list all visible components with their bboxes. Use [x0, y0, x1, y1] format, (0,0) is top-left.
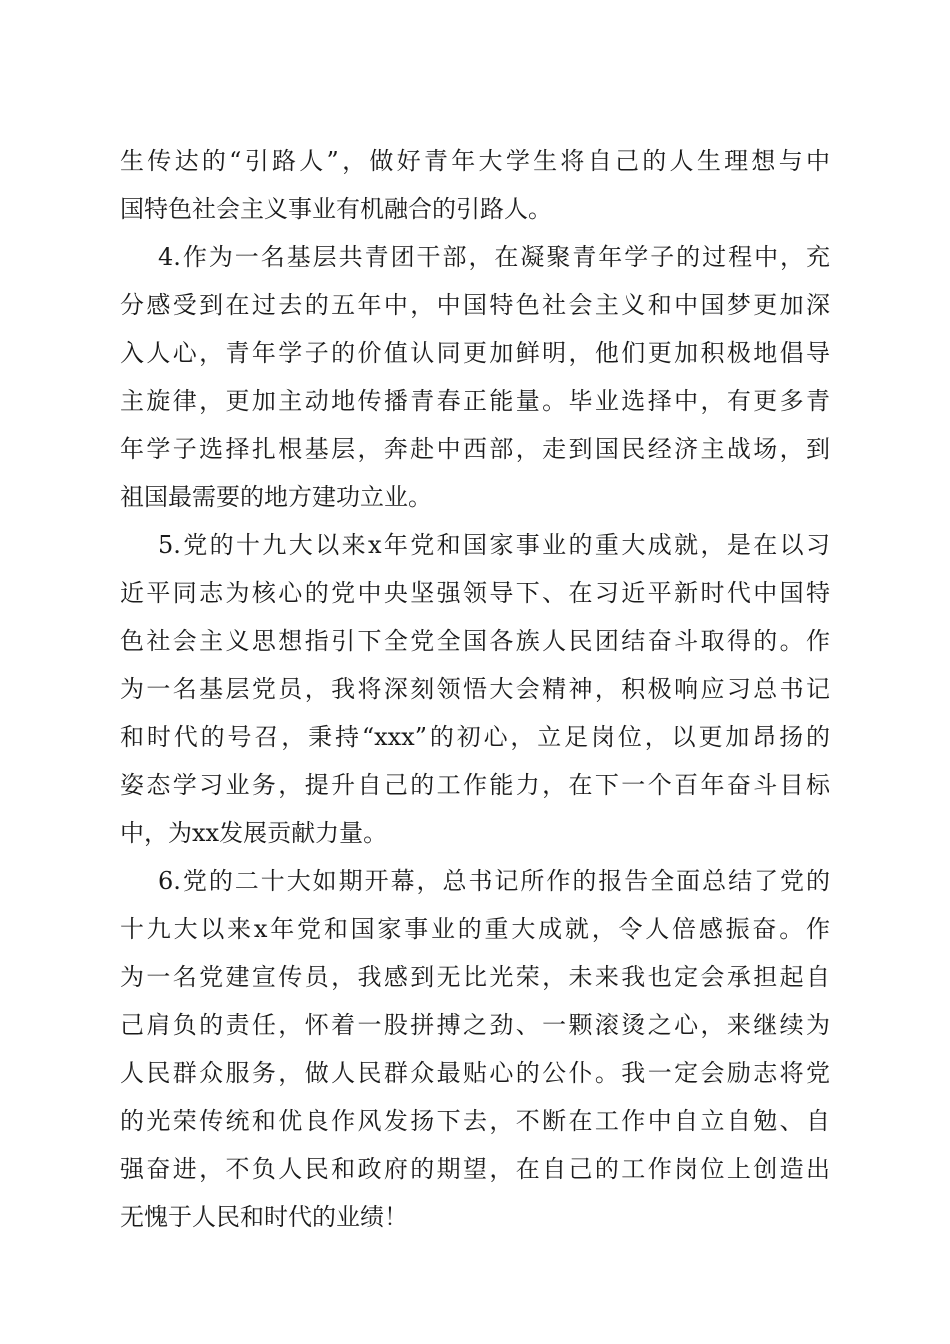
document-body — [120, 137, 830, 1241]
text-line: 近平同志为核心的党中央坚强领导下、在习近平新时代中国特 — [120, 579, 830, 607]
paragraph-continuation — [120, 137, 830, 233]
text-line: 十九大以来x年党和国家事业的重大成就，令人倍感振奋。作 — [120, 915, 830, 943]
text-line: 5.党的十九大以来x年党和国家事业的重大成就，是在以习 — [158, 531, 830, 559]
paragraph-item-6 — [120, 857, 830, 1241]
text-line: 6.党的二十大如期开幕，总书记所作的报告全面总结了党的 — [158, 867, 830, 895]
text-line: 姿态学习业务，提升自己的工作能力，在下一个百年奋斗目标 — [120, 771, 830, 799]
text-line: 生传达的“引路人”，做好青年大学生将自己的人生理想与中 — [120, 147, 830, 175]
text-line: 强奋进，不负人民和政府的期望，在自己的工作岗位上创造出 — [120, 1155, 830, 1183]
text-line: 色社会主义思想指引下全党全国各族人民团结奋斗取得的。作 — [120, 627, 830, 655]
text-line: 的光荣传统和优良作风发扬下去，不断在工作中自立自勉、自 — [120, 1107, 830, 1135]
text-line: 4.作为一名基层共青团干部，在凝聚青年学子的过程中，充 — [158, 243, 830, 271]
paragraph-item-5 — [120, 521, 830, 857]
text-line: 分感受到在过去的五年中，中国特色社会主义和中国梦更加深 — [120, 291, 830, 319]
text-line: 主旋律，更加主动地传播青春正能量。毕业选择中，有更多青 — [120, 387, 830, 415]
text-line: 中，为xx发展贡献力量。 — [120, 819, 388, 847]
text-line: 为一名基层党员，我将深刻领悟大会精神，积极响应习总书记 — [120, 675, 830, 703]
text-line: 入人心，青年学子的价值认同更加鲜明，他们更加积极地倡导 — [120, 339, 830, 367]
text-line: 己肩负的责任，怀着一股拼搏之劲、一颗滚烫之心，来继续为 — [120, 1011, 830, 1039]
text-line: 国特色社会主义事业有机融合的引路人。 — [120, 195, 552, 223]
text-line: 为一名党建宣传员，我感到无比光荣，未来我也定会承担起自 — [120, 963, 830, 991]
text-line: 和时代的号召，秉持“xxx”的初心，立足岗位，以更加昂扬的 — [120, 723, 830, 751]
text-line: 无愧于人民和时代的业绩！ — [120, 1203, 408, 1231]
paragraph-item-4 — [120, 233, 830, 521]
text-line: 祖国最需要的地方建功立业。 — [120, 483, 432, 511]
text-line: 年学子选择扎根基层，奔赴中西部，走到国民经济主战场，到 — [120, 435, 830, 463]
text-line: 人民群众服务，做人民群众最贴心的公仆。我一定会励志将党 — [120, 1059, 830, 1087]
